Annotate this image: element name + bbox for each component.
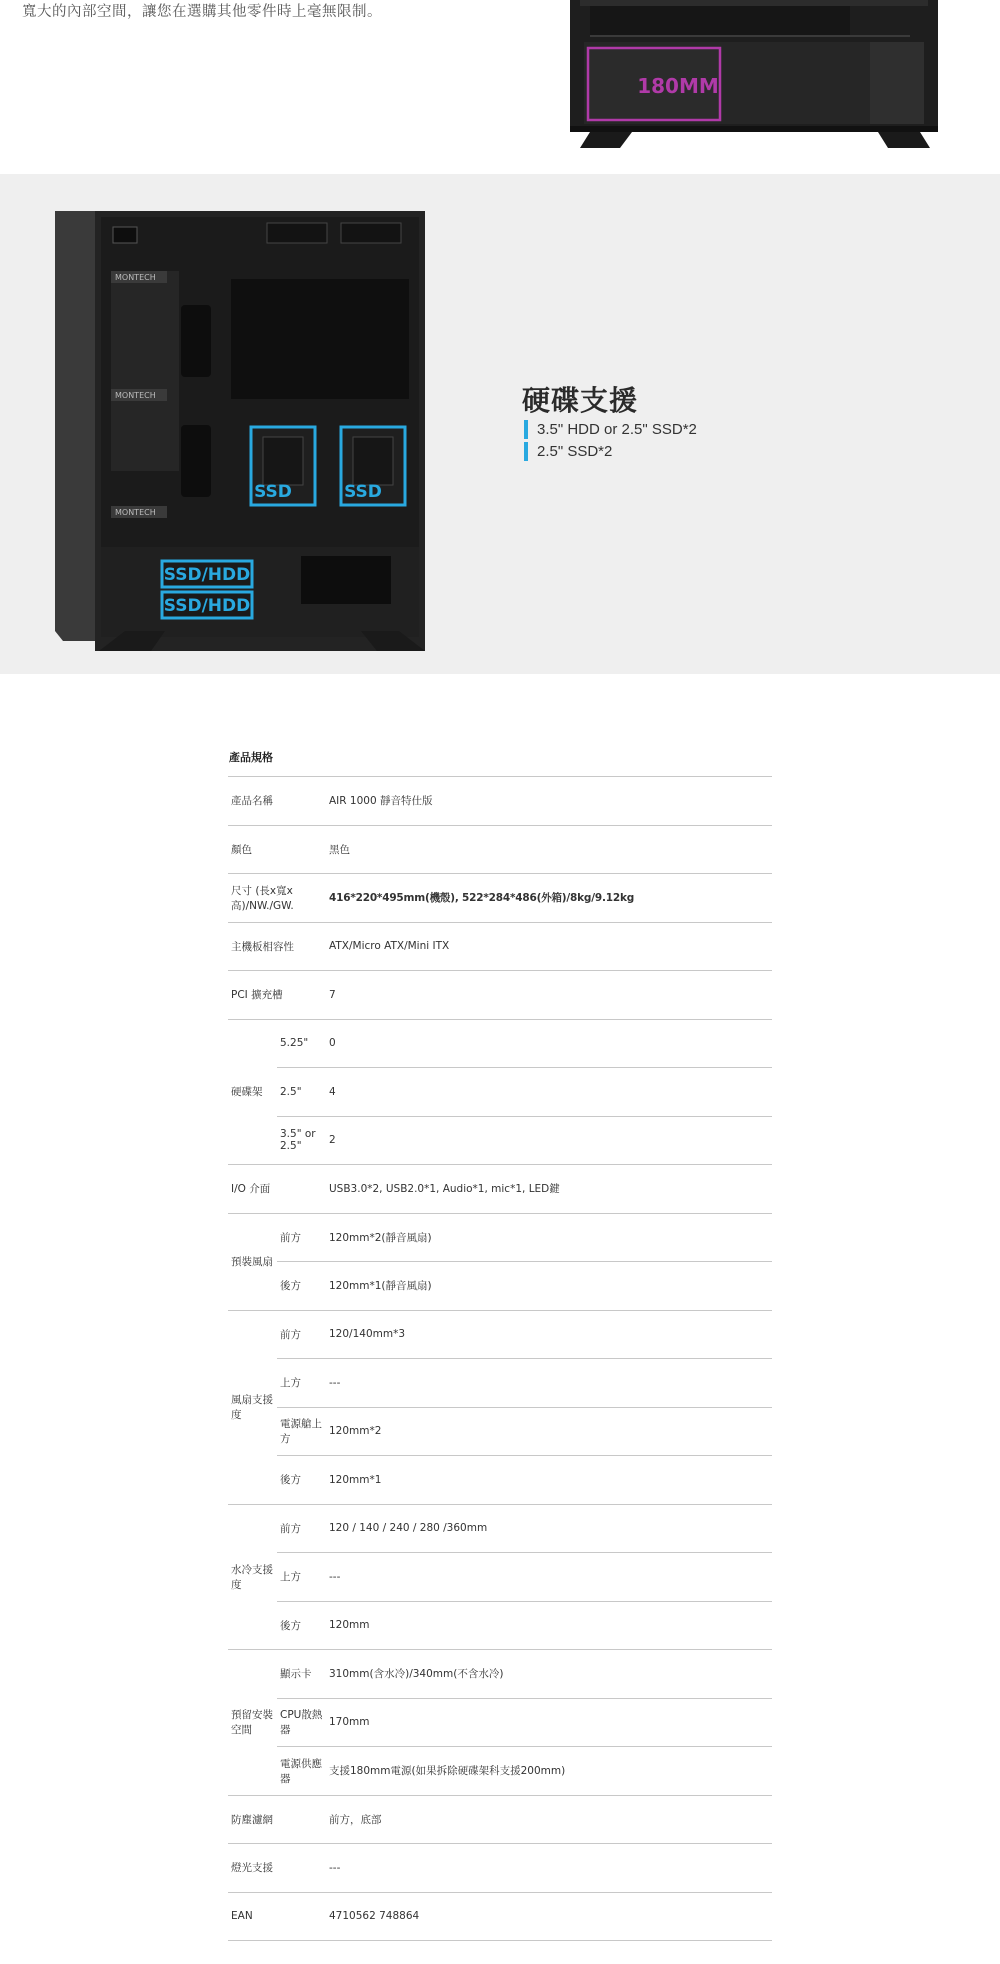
spec-row [228,1650,772,1699]
spec-row [228,874,772,923]
spec-sublabel: 上方 [277,1553,326,1602]
spec-row [228,1165,772,1214]
spec-row [228,1747,772,1796]
spec-sublabel: 後方 [277,1601,326,1650]
spec-row [228,1795,772,1844]
spec-value: USB3.0*2, USB2.0*1, Audio*1, mic*1, LED鍵 [326,1165,772,1214]
brand-tag-3: MONTECH [115,508,156,517]
spec-label: 防塵濾網 [228,1795,326,1844]
hdd-bay-label-2: SSD/HDD [163,596,251,616]
spec-value: 黑色 [326,825,772,874]
spec-label: 燈光支援 [228,1844,326,1893]
spec-row [228,1407,772,1456]
intro-section [0,0,1000,174]
spec-sublabel: 電源艙上方 [277,1407,326,1456]
spec-row [228,922,772,971]
spec-label: 產品名稱 [228,777,326,825]
spec-value: 120mm [326,1601,772,1650]
brand-tag-2: MONTECH [115,391,156,400]
spec-sublabel: 前方 [277,1504,326,1553]
spec-value: 416*220*495mm(機殼), 522*284*486(外箱)/8kg/9.12kg [326,874,772,923]
case-side-image [55,211,435,651]
hdd-bay-label-1: SSD/HDD [163,565,251,585]
storage-section [0,174,1000,674]
intro-text: 寬大的內部空間，讓您在選購其他零件時上毫無限制。 [22,4,382,20]
spec-section [228,740,772,1941]
spec-value: 120 / 140 / 240 / 280 /360mm [326,1504,772,1553]
spec-row [228,1456,772,1505]
spec-sublabel: 2.5" [277,1068,326,1117]
spec-value: 支援180mm電源(如果拆除硬碟架科支援200mm) [326,1747,772,1796]
spec-label: 預留安裝空間 [228,1650,277,1796]
spec-label: 尺寸 (長x寬x高)/NW./GW. [228,874,326,923]
spec-value: 120mm*2(靜音風扇) [326,1213,772,1262]
spec-row [228,1262,772,1311]
spec-row [228,825,772,874]
spec-value: 120mm*2 [326,1407,772,1456]
spec-value: 120/140mm*3 [326,1310,772,1359]
spec-sublabel: 電源供應器 [277,1747,326,1796]
ssd-bay-label-2: SSD [344,482,382,502]
spec-row [228,1553,772,1602]
spec-label: 硬碟架 [228,1019,277,1165]
spec-sublabel: CPU散熱器 [277,1698,326,1747]
spec-value: 170mm [326,1698,772,1747]
spec-label: 水冷支援度 [228,1504,277,1650]
spec-row [228,1068,772,1117]
spec-row [228,1892,772,1941]
spec-row [228,1844,772,1893]
storage-title: 硬碟支援 [522,384,639,417]
spec-value: 4 [326,1068,772,1117]
spec-table [228,777,772,1941]
spec-value: --- [326,1359,772,1408]
psu-length-label: 180MM [637,74,719,98]
spec-row [228,777,772,825]
spec-label: 風扇支援度 [228,1310,277,1504]
spec-value: 2 [326,1116,772,1165]
storage-line-1: 3.5" HDD or 2.5" SSD*2 [524,420,697,439]
spec-value: AIR 1000 靜音特仕版 [326,777,772,825]
spec-value: 4710562 748864 [326,1892,772,1941]
spec-row [228,971,772,1020]
spec-label: PCI 擴充槽 [228,971,326,1020]
spec-sublabel: 前方 [277,1310,326,1359]
spec-value: 前方，底部 [326,1795,772,1844]
spec-value: 0 [326,1019,772,1068]
spec-label: 預裝風扇 [228,1213,277,1310]
spec-row [228,1698,772,1747]
spec-row [228,1310,772,1359]
spec-row [228,1359,772,1408]
spec-value: --- [326,1553,772,1602]
spec-value: 7 [326,971,772,1020]
spec-value: 120mm*1(靜音風扇) [326,1262,772,1311]
spec-title: 產品規格 [228,740,772,777]
spec-label: 主機板相容性 [228,922,326,971]
spec-label: 顏色 [228,825,326,874]
spec-sublabel: 後方 [277,1456,326,1505]
spec-label: EAN [228,1892,326,1941]
spec-sublabel: 3.5" or 2.5" [277,1116,326,1165]
spec-row [228,1213,772,1262]
brand-tag-1: MONTECH [115,273,156,282]
spec-value: 120mm*1 [326,1456,772,1505]
spec-row [228,1601,772,1650]
spec-sublabel: 後方 [277,1262,326,1311]
storage-line-2: 2.5" SSD*2 [524,442,612,461]
spec-value: ATX/Micro ATX/Mini ITX [326,922,772,971]
spec-sublabel: 前方 [277,1213,326,1262]
spec-value: 310mm(含水冷)/340mm(不含水冷) [326,1650,772,1699]
spec-row [228,1019,772,1068]
spec-value: --- [326,1844,772,1893]
spec-label: I/O 介面 [228,1165,326,1214]
spec-row [228,1504,772,1553]
spec-sublabel: 5.25" [277,1019,326,1068]
spec-sublabel: 顯示卡 [277,1650,326,1699]
spec-sublabel: 上方 [277,1359,326,1408]
case-bottom-psu-image [570,0,938,150]
spec-row [228,1116,772,1165]
ssd-bay-label-1: SSD [254,482,292,502]
